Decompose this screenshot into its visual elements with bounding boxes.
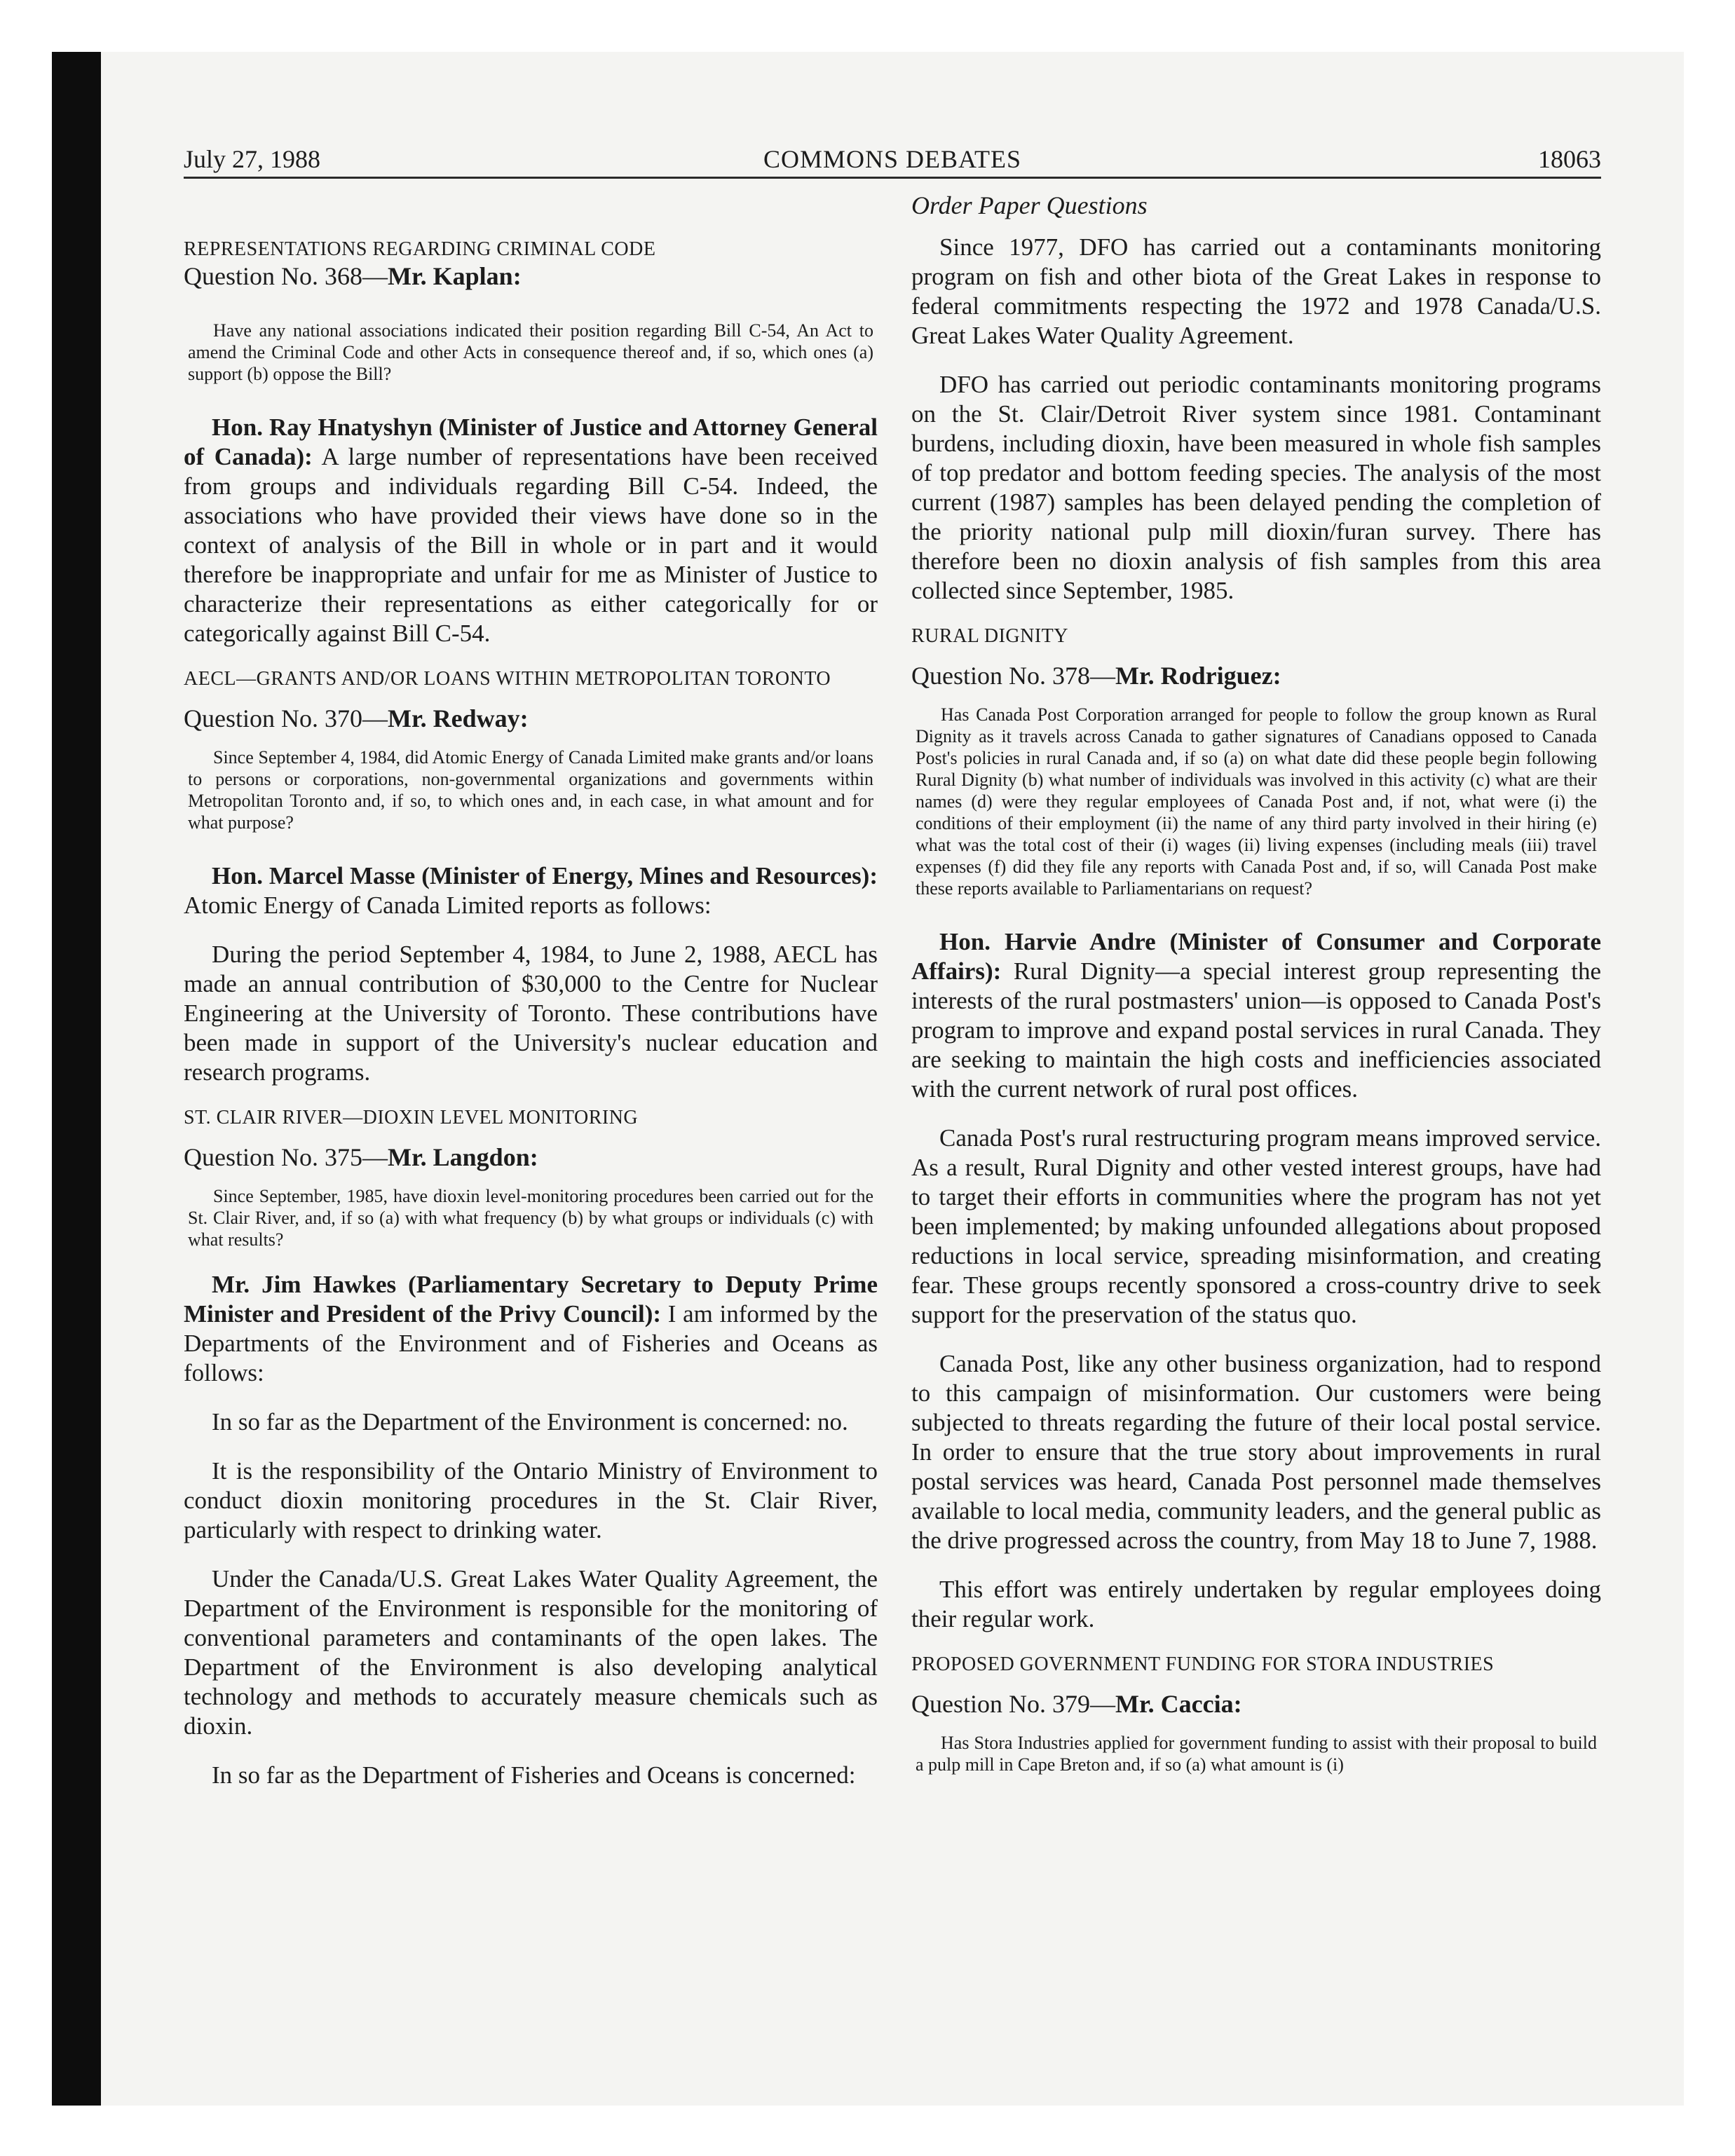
section-heading: REPRESENTATIONS REGARDING CRIMINAL CODE (184, 238, 656, 260)
question-number: Question No. 370—Mr. Redway: (184, 704, 529, 732)
header-date: July 27, 1988 (184, 145, 321, 173)
answer-paragraph: In so far as the Department of Fisheries and Oceans is concerned: (212, 1761, 856, 1789)
question-text: Have any national associations indicated their position regarding Bill C-54, An Act to amend the Criminal Code and other Acts in consequence thereof and, if so, which ones (a) support (b) oppose the Bill? (188, 320, 873, 384)
answer-paragraph: Under the Canada/U.S. Great Lakes Water Quality Agreement, the Department of the Environment is responsible for the monitoring of conventional parameters and contaminants of the open lakes. The Department of the Environment is also developing analytical technology and methods to accurately measure chemicals such as dioxin. (184, 1565, 878, 1740)
answer-paragraph: Hon. Marcel Masse (Minister of Energy, Mines and Resources): Atomic Energy of Canada Limited reports as follows: (184, 862, 878, 919)
answer-paragraph: Canada Post's rural restructuring program means improved service. As a result, Rural Dignity and other vested interest groups, have had to target their efforts in communities where the program has not yet been implemented; by making unfounded allegations about proposed reductions in local service, spreading misinformation, and creating fear. These groups recently sponsored a cross-country drive to seek support for the preservation of the status quo. (911, 1124, 1601, 1328)
section-heading: RURAL DIGNITY (911, 625, 1068, 647)
scan-edge-bar (52, 52, 101, 2106)
answer-paragraph: This effort was entirely undertaken by regular employees doing their regular work. (911, 1576, 1601, 1632)
right-column (911, 175, 1601, 1775)
answer-paragraph: During the period September 4, 1984, to June 2, 1988, AECL has made an annual contribution of $30,000 to the Centre for Nuclear Engineering at the University of Toronto. These contributions have been made in support of the University's nuclear education and research programs. (184, 941, 878, 1086)
question-number: Question No. 368—Mr. Kaplan: (184, 262, 522, 290)
answer-paragraph: Canada Post, like any other business organization, had to respond to this campaign of misinformation. Our customers were being subjected to threats regarding the future of their local postal service. In order to ensure that the true story about improvements in rural postal services was heard, Canada Post personnel made themselves available to local media, community leaders, and the general public as the drive progressed across the country, from May 18 to June 7, 1988. (911, 1350, 1601, 1554)
answer-paragraph: DFO has carried out periodic contaminants monitoring programs on the St. Clair/Detroit River system since 1981. Contaminant burdens, including dioxin, have been measured in whole fish samples of top predator and bottom feeding species. The analysis of the most current (1987) samples has been delayed pending the completion of the priority national pulp mill dioxin/furan survey. There has therefore been no dioxin analysis of fish samples from this area collected since September, 1985. (911, 371, 1601, 604)
answer-paragraph: In so far as the Department of the Environment is concerned: no. (212, 1408, 848, 1435)
answer-paragraph: It is the responsibility of the Ontario Ministry of Environment to conduct dioxin monitoring procedures in the St. Clair River, particularly with respect to drinking water. (184, 1457, 878, 1543)
question-text: Since September 4, 1984, did Atomic Energy of Canada Limited make grants and/or loans to persons or corporations, non-governmental organizations and governments within Metropolitan Toronto and, if so, to which ones and, in each case, in what amount and for what purpose? (188, 747, 873, 833)
answer-paragraph: Since 1977, DFO has carried out a contaminants monitoring program on fish and other biota of the Great Lakes in response to federal commitments respecting the 1972 and 1978 Canada/U.S. Great Lakes Water Quality Agreement. (911, 233, 1601, 349)
answer-paragraph: Hon. Harvie Andre (Minister of Consumer and Corporate Affairs): Rural Dignity—a special interest group representing the interests of the rural postmasters' union—is opposed to Canada Post's program to improve and expand postal services in rural Canada. They are seeking to maintain the high costs and inefficiencies associated with the current network of rural post offices. (911, 928, 1601, 1103)
header-page-number: 18063 (1538, 145, 1601, 173)
left-column (184, 175, 878, 1790)
question-text: Since September, 1985, have dioxin level-monitoring procedures been carried out for the St. Clair River, and, if so (a) with what frequency (b) by what groups or individuals (c) with what results? (188, 1186, 873, 1250)
running-head: Order Paper Questions (911, 191, 1148, 219)
question-number: Question No. 378—Mr. Rodriguez: (911, 662, 1281, 690)
header-title: COMMONS DEBATES (763, 145, 1022, 173)
answer-paragraph: Mr. Jim Hawkes (Parliamentary Secretary to Deputy Prime Minister and President of the Privy Council): I am informed by the Departments of the Environment and of Fisheries and Oceans as follows: (184, 1271, 878, 1386)
section-heading: PROPOSED GOVERNMENT FUNDING FOR STORA INDUSTRIES (911, 1653, 1495, 1675)
question-number: Question No. 375—Mr. Langdon: (184, 1143, 538, 1171)
question-text: Has Canada Post Corporation arranged for people to follow the group known as Rural Dignity as it travels across Canada to gather signatures of Canadians opposed to Canada Post's policies in rural Canada and, if so (a) on what date did these people begin following Rural Dignity (b) what number of individuals was involved in this activity (c) what are their names (d) were they regular employees of Canada Post and, if not, what were (i) the conditions of their employment (ii) the name of any third party involved in their hiring (e) what was the total cost of their (i) wages (ii) living expenses (including meals (iii) travel expenses (f) did they file any reports with Canada Post and, if so, will Canada Post make these reports available to Parliamentarians on request? (916, 704, 1597, 899)
answer-paragraph: Hon. Ray Hnatyshyn (Minister of Justice and Attorney General of Canada): A large number of representations have been received from groups and individuals regarding Bill C-54. Indeed, the associations who have provided their views have done so in the context of analysis of the Bill in whole or in part and it would therefore be inappropriate and unfair for me as Minister of Justice to characterize their representations as either categorically for or categorically against Bill C-54. (184, 414, 878, 647)
section-heading: AECL—GRANTS AND/OR LOANS WITHIN METROPOLITAN TORONTO (184, 668, 831, 690)
section-heading: ST. CLAIR RIVER—DIOXIN LEVEL MONITORING (184, 1107, 639, 1128)
question-text: Has Stora Industries applied for government funding to assist with their proposal to build a pulp mill in Cape Breton and, if so (a) what amount is (i) (916, 1733, 1597, 1775)
question-number: Question No. 379—Mr. Caccia: (911, 1690, 1242, 1718)
page-header (184, 140, 1601, 179)
